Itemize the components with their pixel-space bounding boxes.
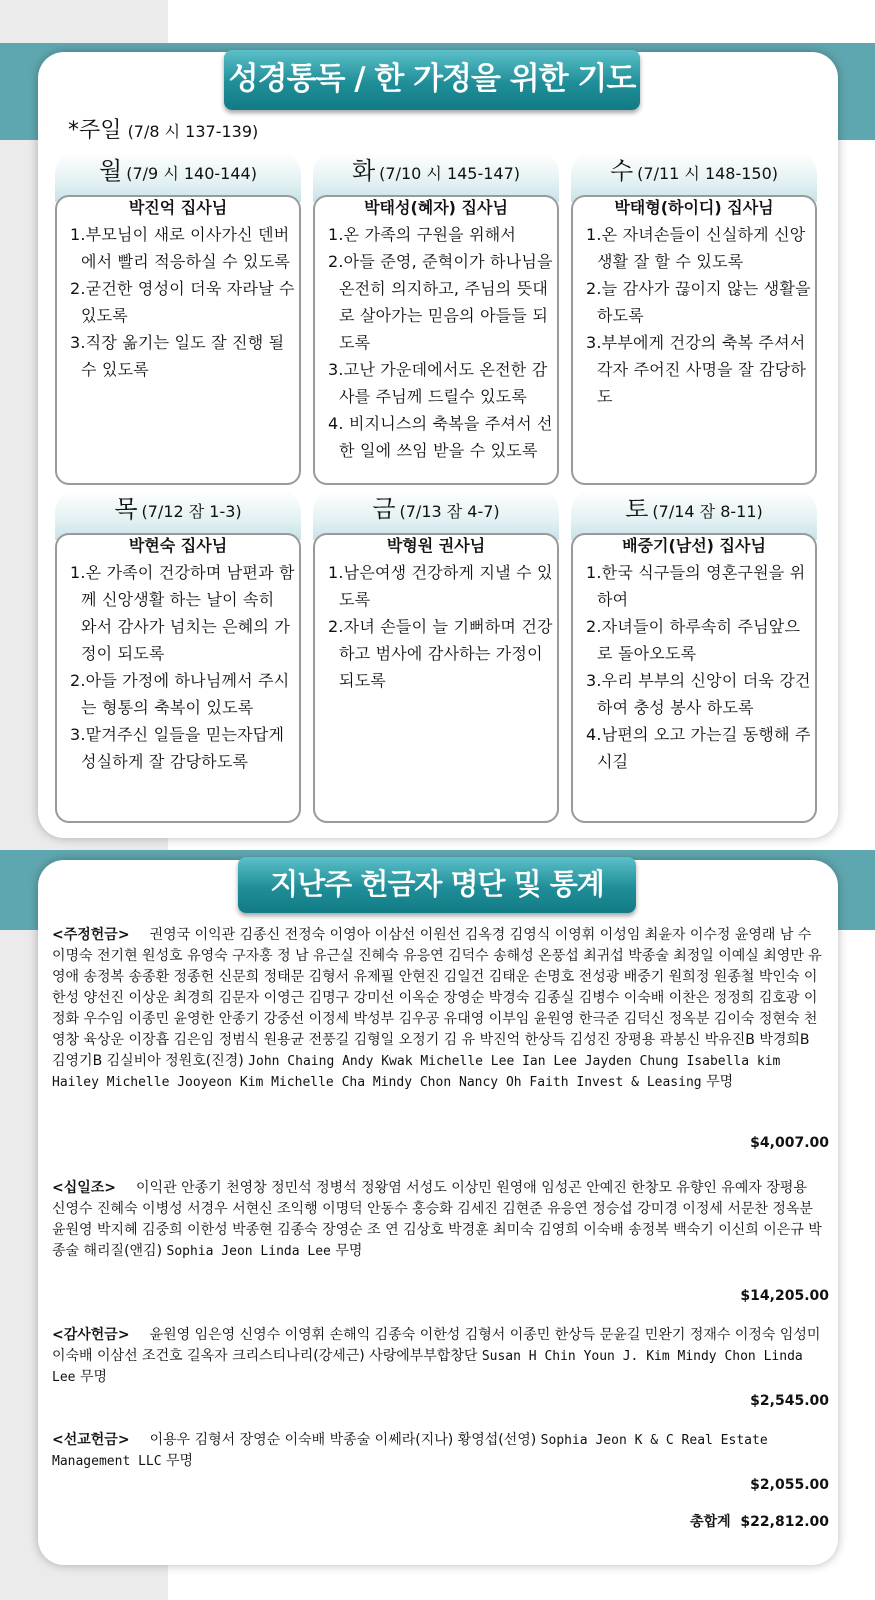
day-ref: (7/9 시 140-144) [126, 164, 257, 183]
prayer-item: 2.아들 준영, 준혁이가 하나님을 온전히 의지하고, 주님의 뜻대로 살아가는 믿음의 아들들 되도록 [328, 252, 553, 352]
offering-amount: $4,007.00 [750, 1135, 829, 1151]
prayer-box [55, 533, 301, 823]
day-name: 수 [609, 157, 634, 185]
offering-title: 지난주 헌금자 명단 및 통계 [238, 857, 636, 913]
day-ref: (7/14 잠 8-11) [652, 502, 763, 521]
offering-names: 권영국 이익관 김종신 전정숙 이영아 이삼선 이원선 김옥경 김영식 이영휘 이성임 최윤자 이수정 윤영래 남 수 이명숙 전기현 원성호 유영숙 구자홍 정 남 유근실 진혜숙 유응연 김덕수 송해성 온풍섭 최귀섭 박종술 최정일 이예실 최영만 유영애 송정복 송종환 정종헌 신문희 정태문 김형서 유제필 안현진 김일건 김태운 손명호 전성광 배중기 원희정 원종철 박인숙 이한성 양선진 이상운 최경희 김문자 이영근 김명구 강미선 이옥순 장영순 박경숙 김종실 김병수 이숙배 이찬은 정정희 김호광 이정화 우수임 이종민 윤영한 안종기 강중선 이정세 박성부 김우공 유대영 이부임 윤원영 한극준 김덕신 정옥분 김이숙 정현숙 천영창 육상운 이장흡 김은임 정범식 원용균 전풍길 김형일 오정기 김 유 박진억 한상득 김성진 장평용 곽봉신 박유진B 박경희B 김영기B 김실비아 정원호(진경) [52, 927, 822, 1069]
offering-names-en: Susan H Chin Youn J. Kim Mindy Chon Linda Lee [52, 1349, 803, 1385]
prayer-item: 1.남은여생 건강하게 지낼 수 있도록 [328, 563, 553, 609]
prayer-items [70, 221, 295, 383]
prayer-title: 성경통독 / 한 가정을 위한 기도 [224, 50, 640, 110]
prayer-box [571, 533, 817, 823]
offering-names-en: John Chaing Andy Kwak Michelle Lee Ian Lee Jayden Chung Isabella kim Hailey Michelle Jooyeon Kim Michelle Cha Mindy Chon Nancy Oh Faith Invest & Leasing [52, 1054, 781, 1090]
sunday-reading [68, 113, 258, 144]
offering-names: 이용우 김형서 장영순 이숙배 박종술 이쎄라(지나) 황영섭(선영) [149, 1432, 537, 1448]
prayer-person: 박형원 권사님 [386, 536, 486, 555]
day-name: 화 [351, 157, 376, 185]
prayer-items [586, 559, 811, 775]
sunday-label: *주일 [68, 118, 122, 143]
offering-group [52, 1178, 822, 1262]
prayer-box [313, 533, 559, 823]
prayer-item: 2.자녀 손들이 늘 기뻐하며 건강하고 범사에 감사하는 가정이 되도록 [328, 617, 553, 690]
prayer-item: 2.아들 가정에 하나님께서 주시는 형통의 축복이 있도록 [70, 671, 290, 717]
offering-label: <십일조> [52, 1180, 117, 1196]
prayer-item: 3.고난 가운데에서도 온전한 감사를 주님께 드릴수 있도록 [328, 360, 548, 406]
offering-names: 이익관 안종기 천영창 정민석 정병석 정왕염 서성도 이상민 원영애 임성곤 안예진 한창모 유향인 유예자 장평용 신영수 진혜숙 이병성 서경우 서현신 조익행 이명덕 안동수 홍승화 김세진 김현준 유응연 정승섭 강미경 이정세 서문찬 정옥분 윤원영 박지혜 김중희 이한성 박종현 김종숙 장영순 조 연 김상호 박경훈 최미숙 김영희 이숙배 송정복 백숙기 이신희 이은규 박종술 해리질(앤김) [52, 1180, 822, 1259]
prayer-item: 3.우리 부부의 신앙이 더욱 강건하여 충성 봉사 하도록 [586, 671, 811, 717]
offering-anon: 무명 [79, 1369, 107, 1385]
prayer-item: 4.남편의 오고 가는길 동행해 주시길 [586, 725, 811, 771]
prayer-item: 1.온 자녀손들이 신실하게 신앙생활 잘 할 수 있도록 [586, 225, 806, 271]
offering-group [52, 1430, 822, 1472]
offering-amount: $14,205.00 [740, 1288, 829, 1304]
day-name: 월 [99, 157, 123, 185]
day-ref: (7/12 잠 1-3) [141, 502, 242, 521]
day-ref: (7/11 시 148-150) [637, 164, 779, 183]
offering-names: 윤원영 임은영 신영수 이영휘 손해익 김종숙 이한성 김형서 이종민 한상득 문윤길 민완기 정재수 이정숙 임성미 이숙배 이삼선 조건호 길옥자 크리스티나리(강세근) 사랑에부부합창단 [52, 1327, 821, 1364]
day-ref: (7/10 시 145-147) [379, 164, 521, 183]
prayer-box [313, 195, 559, 485]
prayer-person: 박현숙 집사님 [128, 536, 228, 555]
offering-label: <주정헌금> [52, 927, 130, 943]
prayer-person: 배중기(남선) 집사님 [622, 536, 766, 555]
prayer-item: 2.굳건한 영성이 더욱 자라날 수 있도록 [70, 279, 295, 325]
grand-total [690, 1511, 829, 1531]
prayer-item: 4. 비지니스의 축복을 주셔서 선한 일에 쓰임 받을 수 있도록 [328, 414, 553, 460]
offering-label: <감사헌금> [52, 1327, 130, 1343]
total-amount: $22,812.00 [740, 1514, 829, 1530]
prayer-item: 1.온 가족의 구원을 위해서 [328, 225, 517, 244]
offering-label: <선교헌금> [52, 1432, 130, 1448]
offering-names-en: Sophia Jeon K & C Real Estate Management LLC [52, 1433, 768, 1469]
day-name: 토 [625, 495, 649, 523]
prayer-item: 3.부부에게 건강의 축복 주셔서 각자 주어진 사명을 잘 감당하도 [586, 333, 807, 406]
prayer-person: 박진억 집사님 [128, 198, 228, 217]
offering-anon: 무명 [706, 1074, 734, 1090]
prayer-item: 1.부모님이 새로 이사가신 덴버에서 빨리 적응하실 수 있도록 [70, 225, 291, 271]
prayer-items [328, 559, 553, 694]
offering-names-en: Sophia Jeon Linda Lee [166, 1244, 331, 1259]
prayer-box [571, 195, 817, 485]
offering-group [52, 925, 822, 1093]
offering-group [52, 1325, 822, 1388]
prayer-box [55, 195, 301, 485]
offering-amount: $2,055.00 [750, 1477, 829, 1493]
offering-amount: $2,545.00 [750, 1393, 829, 1409]
day-ref: (7/13 잠 4-7) [399, 502, 500, 521]
prayer-items [328, 221, 553, 464]
prayer-items [586, 221, 811, 410]
prayer-item: 1.한국 식구들의 영혼구원을 위하여 [586, 563, 806, 609]
day-name: 금 [372, 495, 396, 523]
sunday-ref: (7/8 시 137-139) [127, 122, 259, 141]
prayer-items [70, 559, 295, 775]
prayer-item: 2.자녀들이 하루속히 주님앞으로 돌아오도록 [586, 617, 801, 663]
prayer-item: 1.온 가족이 건강하며 남편과 함께 신앙생활 하는 날이 속히 와서 감사가 넘치는 은혜의 가정이 되도록 [70, 563, 295, 663]
day-name: 목 [114, 495, 138, 523]
total-label: 총합계 [690, 1514, 731, 1530]
prayer-person: 박태성(혜자) 집사님 [364, 198, 508, 217]
offering-anon: 무명 [166, 1453, 194, 1469]
offering-anon: 무명 [335, 1243, 363, 1259]
prayer-item: 3.직장 옮기는 일도 잘 진행 될 수 있도록 [70, 333, 285, 379]
prayer-item: 3.맡겨주신 일들을 믿는자답게 성실하게 잘 감당하도록 [70, 725, 285, 771]
prayer-item: 2.늘 감사가 끊이지 않는 생활을 하도록 [586, 279, 811, 325]
prayer-person: 박태형(하이디) 집사님 [614, 198, 774, 217]
